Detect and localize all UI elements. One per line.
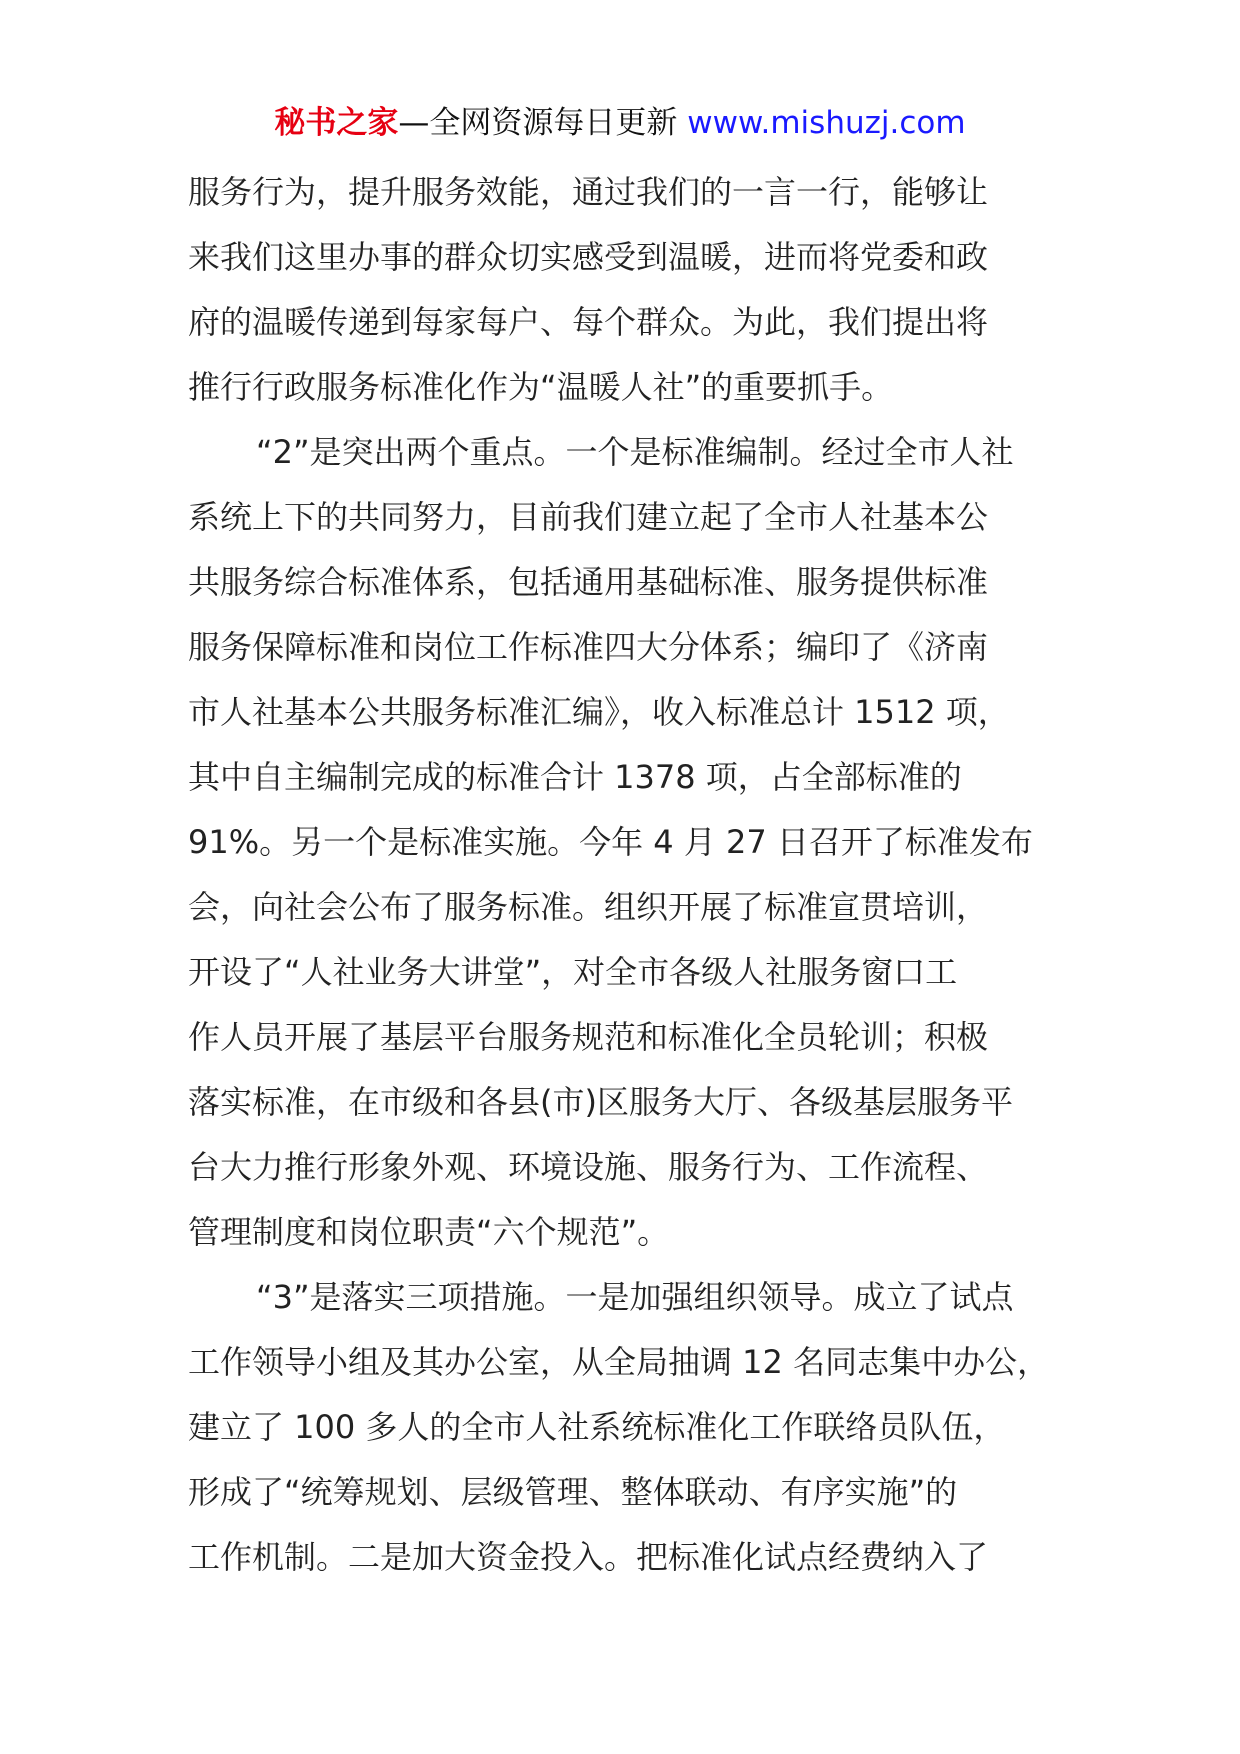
text-line: 落实标准，在市级和各县(市)区服务大厅、各级基层服务平 bbox=[188, 1083, 1013, 1121]
page-header bbox=[0, 100, 1240, 146]
text-line: 形成了“统筹规划、层级管理、整体联动、有序实施”的 bbox=[188, 1473, 958, 1511]
text-line: 推行行政服务标准化作为“温暖人社”的重要抓手。 bbox=[188, 368, 894, 406]
paragraph-start-line: “2”是突出两个重点。一个是标准编制。经过全市人社 bbox=[256, 433, 1014, 471]
text-line: 服务保障标准和岗位工作标准四大分体系；编印了《济南 bbox=[188, 628, 989, 666]
text-line: 服务行为，提升服务效能，通过我们的一言一行，能够让 bbox=[188, 173, 989, 211]
text-line: 会，向社会公布了服务标准。组织开展了标准宣贯培训， bbox=[188, 888, 989, 926]
text-line: 作人员开展了基层平台服务规范和标准化全员轮训；积极 bbox=[188, 1018, 989, 1056]
text-line: 开设了“人社业务大讲堂”，对全市各级人社服务窗口工 bbox=[188, 953, 958, 991]
text-line: 来我们这里办事的群众切实感受到温暖，进而将党委和政 bbox=[188, 238, 989, 276]
document-body bbox=[188, 160, 1088, 1590]
text-line: 台大力推行形象外观、环境设施、服务行为、工作流程、 bbox=[188, 1148, 989, 1186]
text-line: 系统上下的共同努力，目前我们建立起了全市人社基本公 bbox=[188, 498, 989, 536]
text-line: 工作机制。二是加大资金投入。把标准化试点经费纳入了 bbox=[188, 1538, 989, 1576]
text-line: 府的温暖传递到每家每户、每个群众。为此，我们提出将 bbox=[188, 303, 989, 341]
text-line: 其中自主编制完成的标准合计 1378 项，占全部标准的 bbox=[188, 758, 962, 796]
site-url[interactable]: www.mishuzj.com bbox=[687, 105, 966, 141]
paragraph-start-line: “3”是落实三项措施。一是加强组织领导。成立了试点 bbox=[256, 1278, 1014, 1316]
text-line: 市人社基本公共服务标准汇编》，收入标准总计 1512 项， bbox=[188, 693, 1010, 731]
site-brand: 秘书之家 bbox=[274, 105, 399, 141]
text-line: 管理制度和岗位职责“六个规范”。 bbox=[188, 1213, 670, 1251]
text-line: 91%。另一个是标准实施。今年 4 月 27 日召开了标准发布 bbox=[188, 823, 1033, 861]
text-line: 工作领导小组及其办公室，从全局抽调 12 名同志集中办公， bbox=[188, 1343, 1050, 1381]
text-line: 共服务综合标准体系，包括通用基础标准、服务提供标准 bbox=[188, 563, 989, 601]
text-line: 建立了 100 多人的全市人社系统标准化工作联络员队伍， bbox=[188, 1408, 1006, 1446]
site-tagline: —全网资源每日更新 bbox=[398, 105, 678, 141]
